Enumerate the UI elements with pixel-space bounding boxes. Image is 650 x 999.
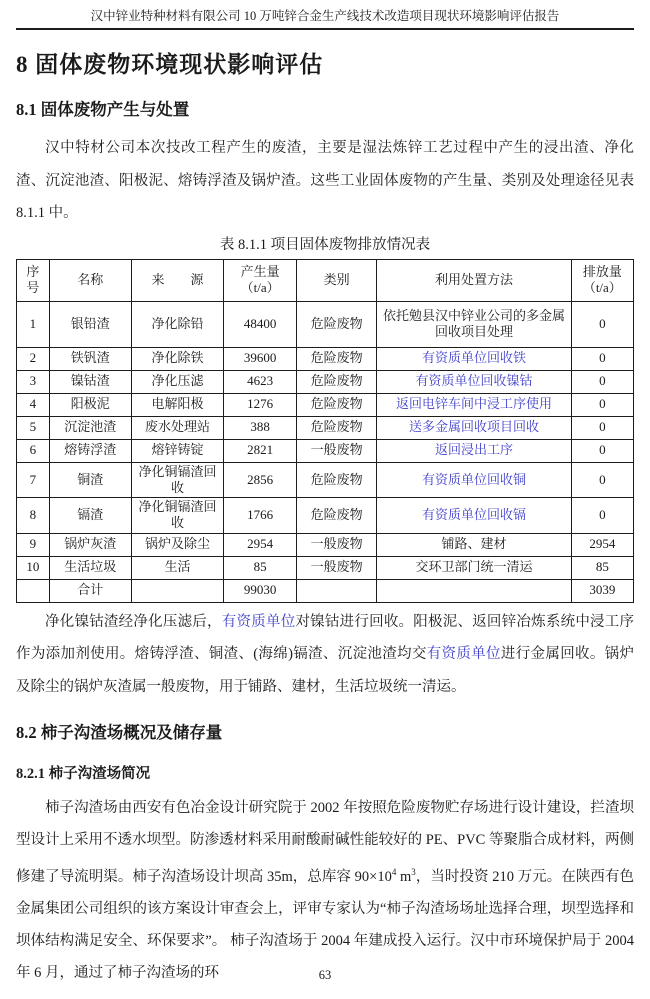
table-row: 6 熔铸浮渣 熔锌铸锭 2821 一般废物 返回浸出工序 0 <box>17 439 634 462</box>
col-header-quantity: 产生量 （t/a） <box>224 259 297 301</box>
table-row: 1 银铅渣 净化除铅 48400 危险废物 依托勉县汉中锌业公司的多金属回收项目处理 0 <box>17 301 634 347</box>
col-header-method: 利用处置方法 <box>377 259 571 301</box>
superscript: 4 <box>391 867 397 877</box>
running-header-title: 汉中锌业特种材料有限公司 10 万吨锌合金生产线技术改造项目现状环境影响评估报告 <box>90 9 560 23</box>
col-header-class: 类别 <box>297 259 377 301</box>
table-total-row: 合计 99030 3039 <box>17 579 634 602</box>
paragraph-disposal-summary: 净化镍钴渣经净化压滤后，有资质单位对镍钴进行回收。阳极泥、返回锌冶炼系统中浸工序作为添加剂使用。熔铸浮渣、铜渣、(海绵)镉渣、沉淀池渣均交有资质单位进行金属回收。锅炉及除尘的锅炉灰渣属一般废物，用于铺路、建材，生活垃圾统一清运。 <box>16 613 635 695</box>
table-row: 9 锅炉灰渣 锅炉及除尘 2954 一般废物 铺路、建材 2954 <box>17 533 634 556</box>
solid-waste-table <box>16 259 634 603</box>
table-row: 3 镍钴渣 净化压滤 4623 危险废物 有资质单位回收镍钴 0 <box>17 370 634 393</box>
running-header <box>16 8 634 30</box>
col-header-index: 序号 <box>17 259 50 301</box>
table-row: 2 铁钒渣 净化除铁 39600 危险废物 有资质单位回收铁 0 <box>17 347 634 370</box>
table-row: 4 阳极泥 电解阳极 1276 危险废物 返回电锌车间中浸工序使用 0 <box>17 393 634 416</box>
chapter-heading: 8 固体废物环境现状影响评估 <box>16 52 324 77</box>
superscript: 3 <box>411 867 416 877</box>
paragraph-solid-waste-intro <box>16 132 634 230</box>
table-row: 8 镉渣 净化铜镉渣回收 1766 危险废物 有资质单位回收镉 0 <box>17 498 634 534</box>
section-heading-8-2: 8.2 柿子沟渣场概况及储存量 <box>16 723 223 742</box>
section-heading-8-1: 8.1 固体废物产生与处置 <box>16 100 190 119</box>
col-header-name: 名称 <box>49 259 131 301</box>
table-row: 5 沉淀池渣 废水处理站 388 危险废物 送多金属回收项目回收 0 <box>17 416 634 439</box>
paragraph-slag-yard-overview: 柿子沟渣场由西安有色冶金设计研究院于 2002 年按照危险废物贮存场进行设计建设，拦渣坝型设计上采用不透水坝型。防渗透材料采用耐酸耐碱性能较好的 PE、PVC 等聚脂合成材料，两侧修建了导流明渠。柿子沟渣场设计坝高 35m，总库容 $90\times 10^4$ $m^3$，当时投资 210 万元。在陕西有色金属集团公司组织的该方案设计审查会上，评审专家认为“柿子沟渣场场址选择合理，坝型选择和坝体结构满足安全、环保要求”。 柿子沟渣场于 2004 年建成投入运行。汉中市环境保护局于 2004 年 6 月，通过了柿子沟渣场的环 <box>16 800 634 981</box>
table-row: 10 生活垃圾 生活 85 一般废物 交环卫部门统一清运 85 <box>17 556 634 579</box>
highlighted-term: 有资质单位 <box>426 646 501 662</box>
highlighted-term: 有资质单位 <box>221 613 296 630</box>
table-header-row <box>17 259 634 301</box>
table-caption: 表 8.1.1 项目固体废物排放情况表 <box>219 236 431 253</box>
col-header-source: 来 源 <box>131 259 224 301</box>
col-header-output: 排放量 （t/a） <box>571 259 633 301</box>
paragraph-text: 汉中特材公司本次技改工程产生的废渣，主要是湿法炼锌工艺过程中产生的浸出渣、净化渣、沉淀池渣、阳极泥、熔铸浮渣及锅炉渣。这些工业固体废物的产生量、类别及处理途径见表 8.1.1 中。 <box>16 140 634 221</box>
table-row: 7 铜渣 净化铜镉渣回收 2856 危险废物 有资质单位回收铜 0 <box>17 462 634 498</box>
section-heading-8-2-1: 8.2.1 柿子沟渣场简况 <box>16 766 151 782</box>
page-number: 63 <box>318 968 332 982</box>
